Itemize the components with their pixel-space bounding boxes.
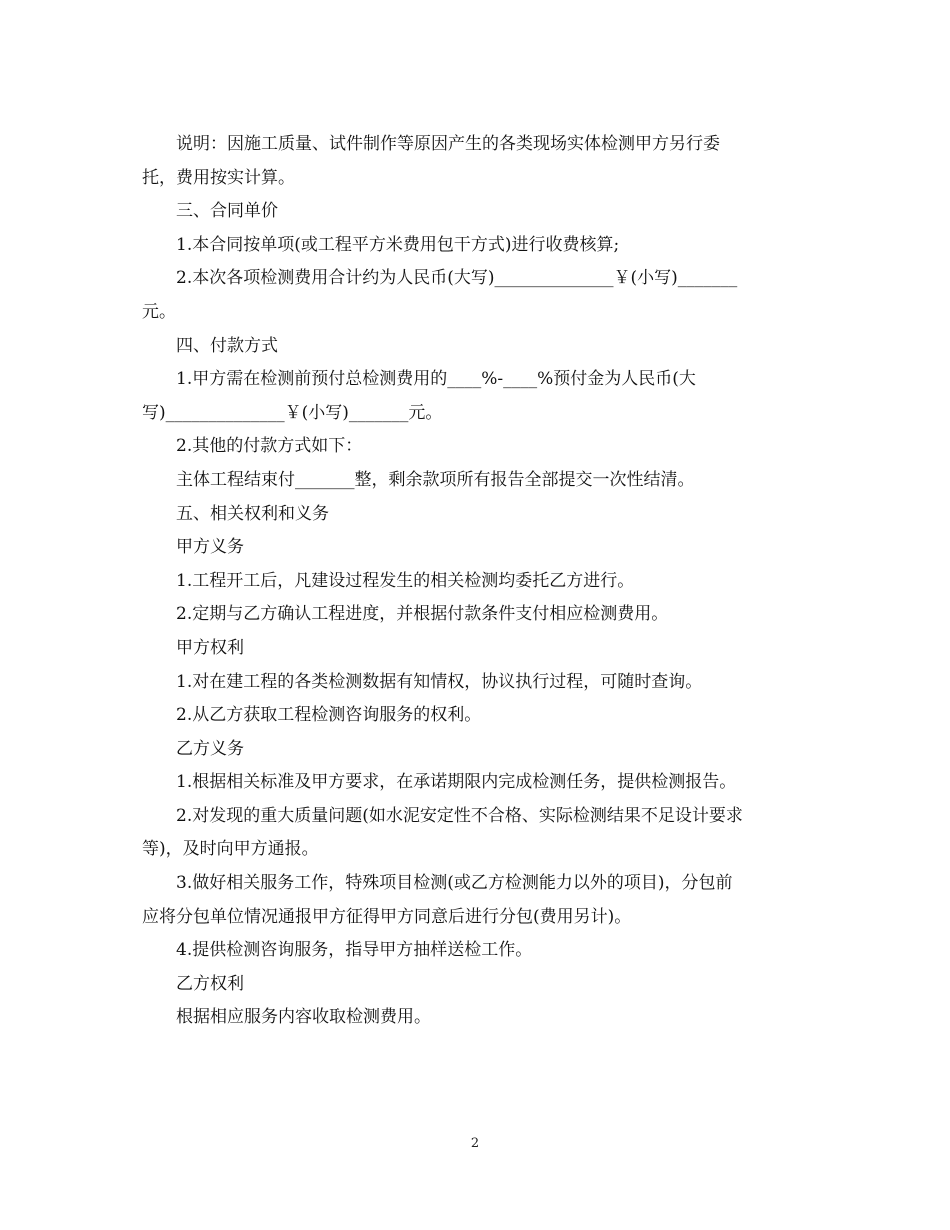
paragraph-line: 根据相应服务内容收取检测费用。 xyxy=(176,1007,431,1028)
paragraph-line: 2.定期与乙方确认工程进度，并根据付款条件支付相应检测费用。 xyxy=(176,604,669,625)
document-body xyxy=(142,128,810,1035)
paragraph-line: 1.根据相关标准及甲方要求，在承诺期限内完成检测任务，提供检测报告。 xyxy=(176,772,737,793)
paragraph-line: 1.本合同按单项(或工程平方米费用包干方式)进行收费核算; xyxy=(176,234,620,255)
paragraph-line: 4.提供检测咨询服务，指导甲方抽样送检工作。 xyxy=(176,940,533,961)
paragraph-line: 等)，及时向甲方通报。 xyxy=(142,839,319,860)
paragraph-line: 2.其他的付款方式如下： xyxy=(176,436,363,457)
section-heading: 五、相关权利和义务 xyxy=(176,503,329,524)
paragraph-line: 托，费用按实计算。 xyxy=(142,167,295,188)
subsection-heading: 甲方权利 xyxy=(176,637,244,658)
subsection-heading: 甲方义务 xyxy=(176,537,244,558)
page-number: 2 xyxy=(470,1136,480,1151)
paragraph-line: 2.对发现的重大质量问题(如水泥安定性不合格、实际检测结果不足设计要求 xyxy=(176,805,743,826)
paragraph-line: 3.做好相关服务工作，特殊项目检测(或乙方检测能力以外的项目)，分包前 xyxy=(176,873,733,894)
paragraph-line: 说明：因施工质量、试件制作等原因产生的各类现场实体检测甲方另行委 xyxy=(176,134,720,154)
subsection-heading: 乙方权利 xyxy=(176,973,244,994)
paragraph-line: 1.甲方需在检测前预付总检测费用的____%-____%预付金为人民币(大 xyxy=(176,369,696,390)
paragraph-line: 2.本次各项检测费用合计约为人民币(大写)______________￥(小写)_______ xyxy=(176,268,738,289)
paragraph-line: 写)______________￥(小写)_______元。 xyxy=(142,402,443,423)
paragraph-line: 元。 xyxy=(142,301,176,322)
section-heading: 三、合同单价 xyxy=(176,201,278,222)
paragraph-line: 2.从乙方获取工程检测咨询服务的权利。 xyxy=(176,705,482,726)
section-heading: 四、付款方式 xyxy=(176,335,278,356)
subsection-heading: 乙方义务 xyxy=(176,738,244,759)
paragraph-line: 1.工程开工后，凡建设过程发生的相关检测均委托乙方进行。 xyxy=(176,570,635,591)
paragraph-line: 主体工程结束付_______整，剩余款项所有报告全部提交一次性结清。 xyxy=(176,469,695,490)
paragraph-line: 应将分包单位情况通报甲方征得甲方同意后进行分包(费用另计)。 xyxy=(142,906,632,927)
paragraph-line: 1.对在建工程的各类检测数据有知情权，协议执行过程，可随时查询。 xyxy=(176,671,703,692)
